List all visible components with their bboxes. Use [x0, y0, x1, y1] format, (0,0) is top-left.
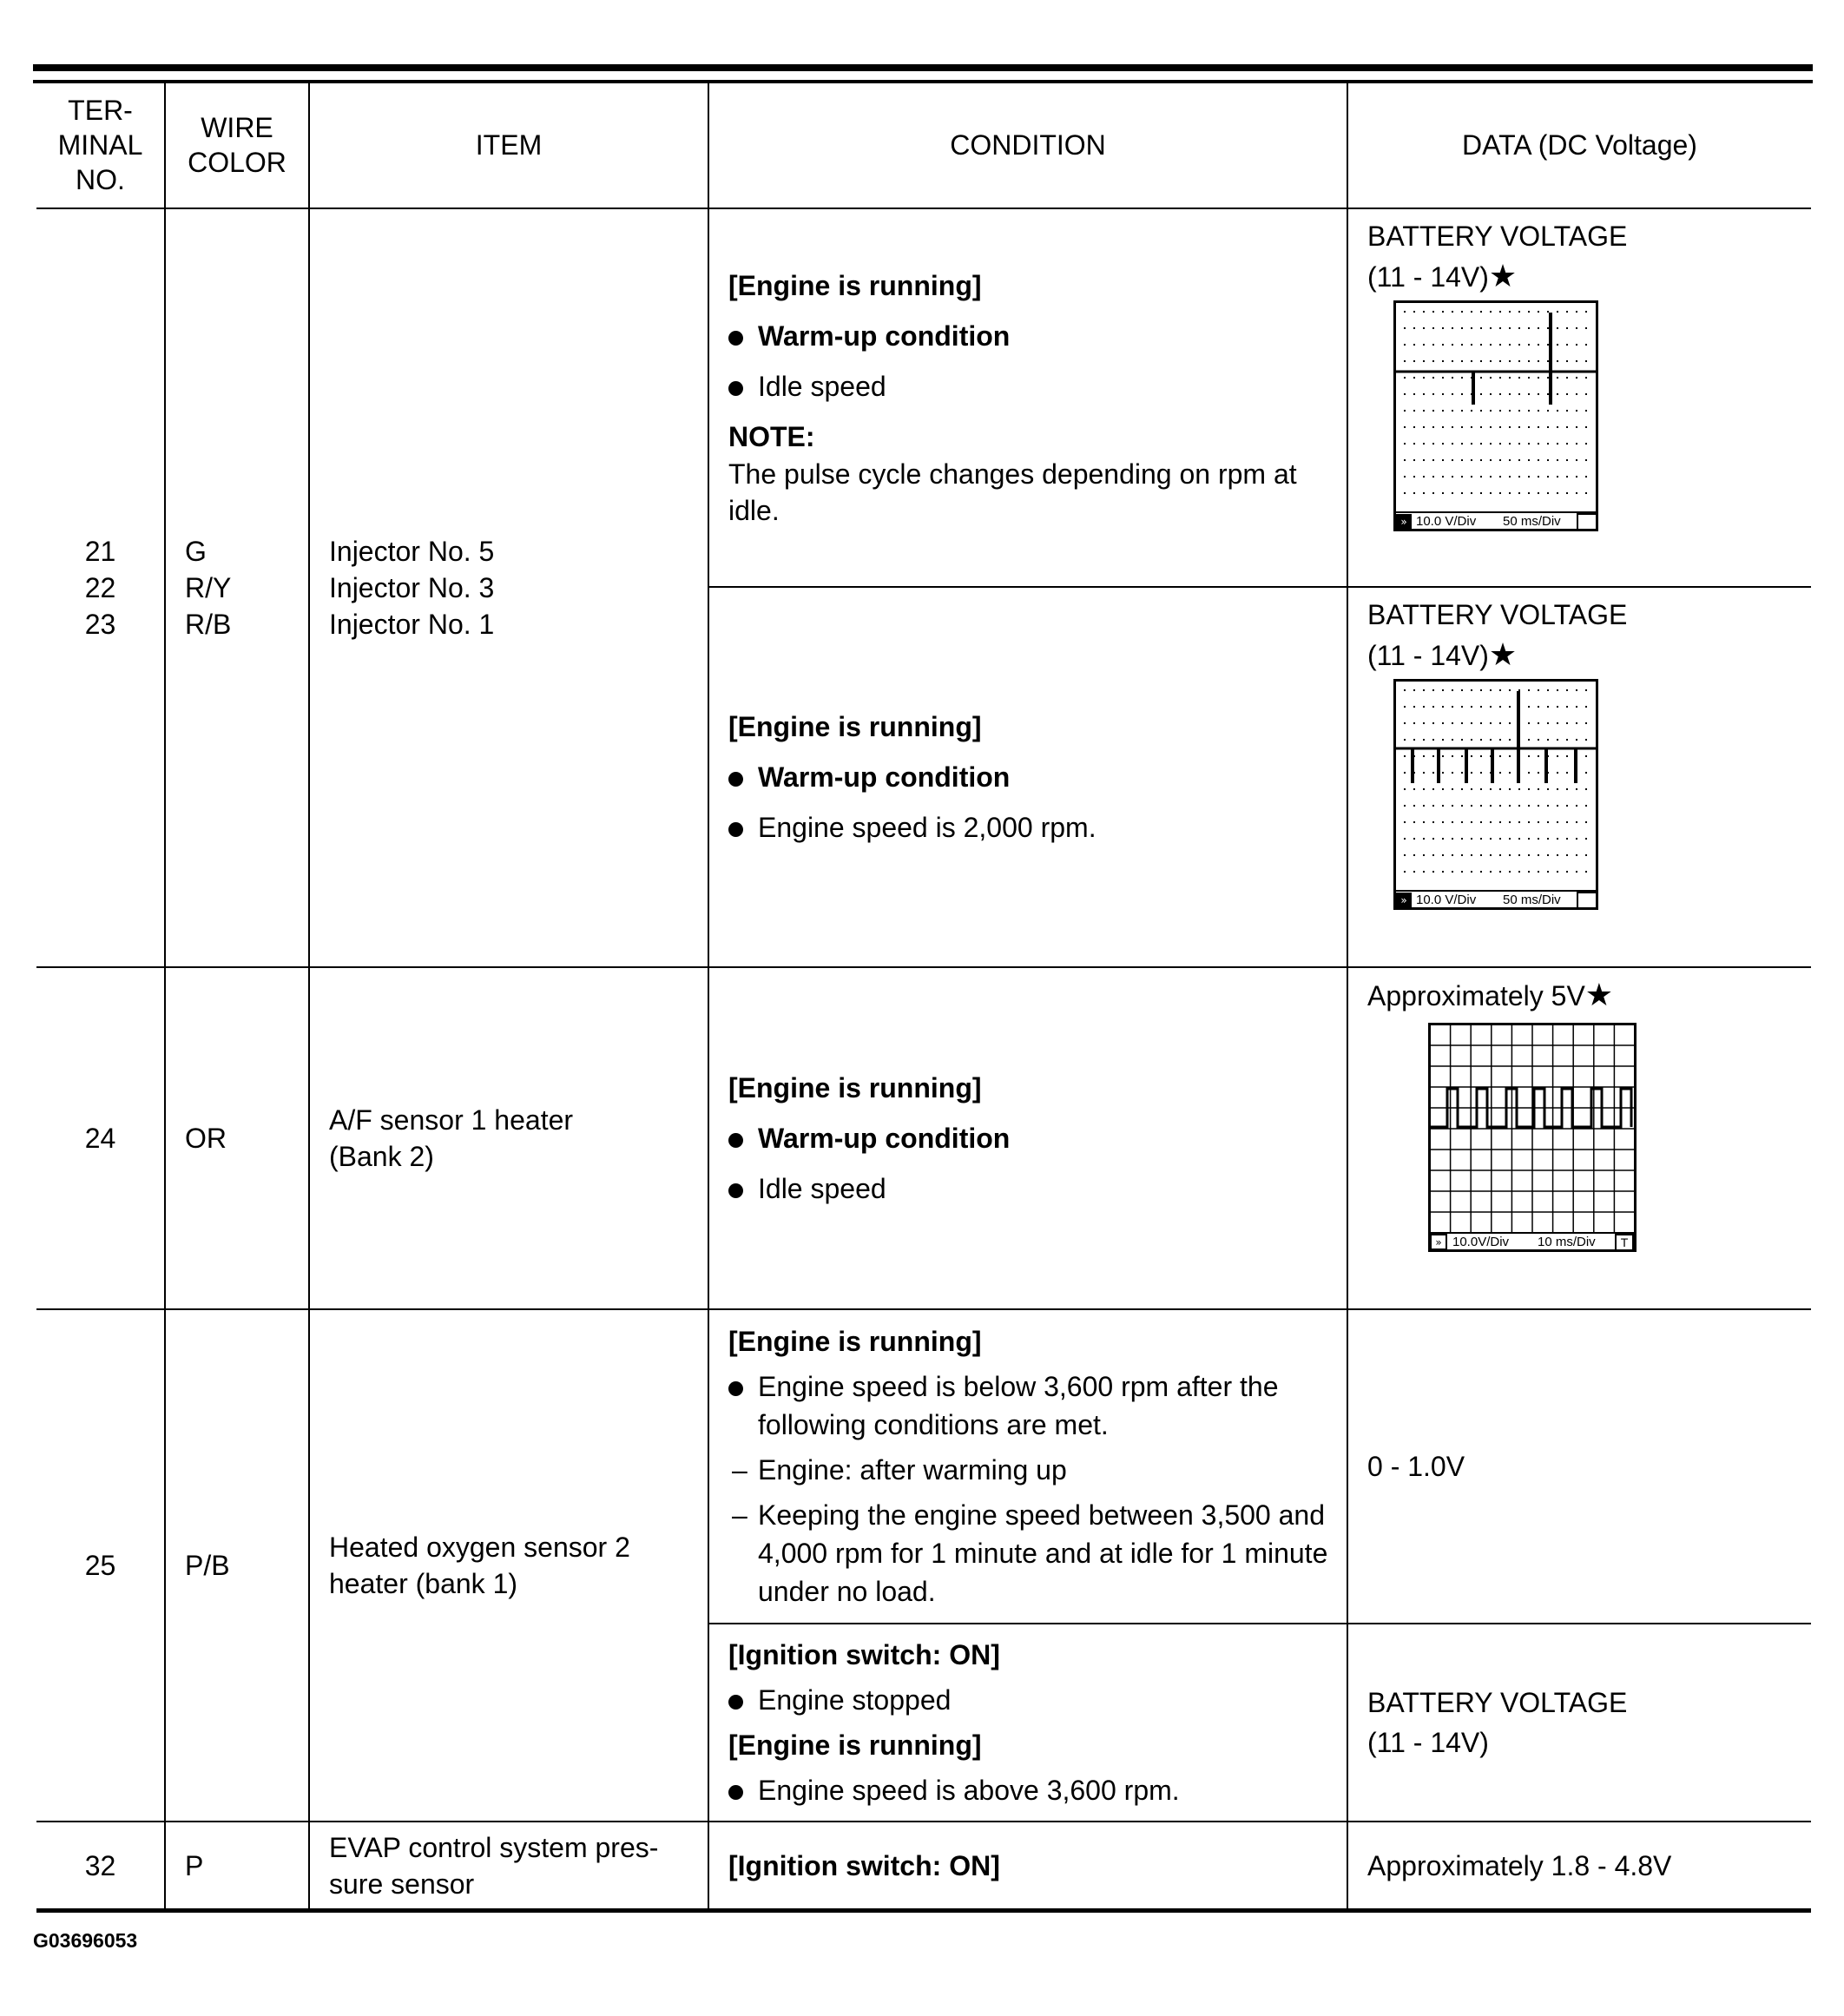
terminal-no-cell: 21 22 23 — [36, 208, 165, 967]
condition-cell — [708, 967, 1347, 1309]
data-range: (11 - 14V) — [1367, 1727, 1489, 1758]
bullet-icon — [728, 1381, 743, 1396]
data-cell — [1347, 1624, 1811, 1822]
condition-dash: – Engine: after warming up — [732, 1454, 1067, 1486]
data-range: (11 - 14V)★ — [1367, 258, 1518, 293]
condition-bullet: Engine speed is 2,000 rpm. — [728, 808, 1331, 847]
condition-cell — [708, 1309, 1347, 1624]
condition-heading: [Ignition switch: ON] — [728, 1639, 1000, 1670]
top-rule-thick — [33, 64, 1813, 71]
item-cell: Heated oxygen sensor 2 heater (bank 1) — [309, 1309, 708, 1822]
condition-heading: [Engine is running] — [728, 711, 982, 742]
condition-bullet: Engine speed is below 3,600 rpm after the following conditions are met. — [728, 1367, 1331, 1444]
condition-bullet: Warm-up condition — [728, 758, 1331, 796]
condition-bullet: Idle speed — [728, 367, 1331, 405]
data-value: 0 - 1.0V — [1367, 1451, 1465, 1482]
wire-color-cell: G R/Y R/B — [165, 208, 309, 967]
data-value: BATTERY VOLTAGE — [1367, 221, 1628, 252]
scope-trigger-label: T — [1620, 1235, 1629, 1249]
terminal-no-cell: 32 — [36, 1822, 165, 1910]
header-item: ITEM — [309, 82, 708, 208]
table-row — [36, 967, 1811, 1309]
condition-cell — [708, 208, 1347, 587]
header-row — [36, 82, 1811, 208]
data-value: Approximately 5V★ — [1367, 977, 1614, 1012]
scope-time-label: 50 ms/Div — [1503, 514, 1561, 529]
condition-cell — [708, 1822, 1347, 1910]
wire-color-cell: OR — [165, 967, 309, 1309]
bullet-icon — [728, 772, 743, 787]
data-value: Approximately 1.8 - 4.8V — [1367, 1850, 1672, 1881]
bullet-icon — [728, 1695, 743, 1710]
data-cell — [1347, 967, 1811, 1309]
bottom-rule — [36, 1908, 1811, 1913]
condition-heading: [Ignition switch: ON] — [728, 1850, 1000, 1881]
svg-text:»: » — [1400, 516, 1407, 528]
oscilloscope-waveform — [1393, 300, 1797, 533]
note-text: The pulse cycle changes depending on rpm at idle. — [728, 458, 1297, 526]
figure-id: G03696053 — [33, 1929, 138, 1952]
terminal-no-cell: 24 — [36, 967, 165, 1309]
svg-text:»: » — [1400, 894, 1407, 906]
table-row — [36, 1822, 1811, 1910]
data-range: (11 - 14V)★ — [1367, 636, 1518, 672]
data-cell — [1347, 1822, 1811, 1910]
scope-time-label: 50 ms/Div — [1503, 893, 1561, 907]
data-cell — [1347, 587, 1811, 967]
note-heading: NOTE: — [728, 421, 815, 452]
item-cell: Injector No. 5 Injector No. 3 Injector No. 1 — [309, 208, 708, 967]
star-icon: ★ — [1584, 977, 1614, 1012]
condition-bullet: Warm-up condition — [728, 1119, 1331, 1157]
item-cell: EVAP control system pres- sure sensor — [309, 1822, 708, 1910]
bullet-icon — [728, 331, 743, 346]
terminal-no-cell: 25 — [36, 1309, 165, 1822]
table-row — [36, 208, 1811, 587]
scope-time-label: 10 ms/Div — [1538, 1235, 1596, 1249]
data-cell — [1347, 208, 1811, 587]
oscilloscope-waveform — [1393, 679, 1797, 912]
condition-bullet: Idle speed — [728, 1169, 1331, 1208]
item-cell: A/F sensor 1 heater (Bank 2) — [309, 967, 708, 1309]
scope-volt-label: 10.0 V/Div — [1416, 893, 1477, 907]
wire-color-cell: P — [165, 1822, 309, 1910]
bullet-icon — [728, 1133, 743, 1148]
condition-bullet: Engine speed is above 3,600 rpm. — [728, 1771, 1331, 1809]
table-row — [36, 1309, 1811, 1624]
data-value: BATTERY VOLTAGE — [1367, 599, 1628, 630]
bullet-icon — [728, 1785, 743, 1800]
scope-volt-label: 10.0V/Div — [1452, 1235, 1510, 1249]
bullet-icon — [728, 381, 743, 396]
star-icon: ★ — [1488, 258, 1518, 293]
star-icon: ★ — [1488, 636, 1518, 672]
bullet-icon — [728, 822, 743, 837]
condition-heading: [Engine is running] — [728, 1072, 982, 1104]
condition-heading: [Engine is running] — [728, 270, 982, 301]
condition-bullet: Engine stopped — [728, 1681, 1331, 1719]
condition-dash: – Keeping the engine speed between 3,500 and 4,000 rpm for 1 minute and at idle for 1 minute under no load. — [732, 1499, 1328, 1607]
header-condition: CONDITION — [708, 82, 1347, 208]
svg-text:»: » — [1435, 1236, 1442, 1248]
condition-bullet: Warm-up condition — [728, 317, 1331, 355]
header-wire-color: WIRE COLOR — [165, 82, 309, 208]
condition-heading: [Engine is running] — [728, 1729, 982, 1761]
data-cell — [1347, 1309, 1811, 1624]
condition-cell — [708, 1624, 1347, 1822]
header-data: DATA (DC Voltage) — [1347, 82, 1811, 208]
oscilloscope-waveform — [1428, 1023, 1797, 1254]
condition-cell — [708, 587, 1347, 967]
header-terminal-no: TER- MINAL NO. — [36, 82, 165, 208]
scope-volt-label: 10.0 V/Div — [1416, 514, 1477, 529]
condition-heading: [Engine is running] — [728, 1326, 982, 1357]
wire-color-cell: P/B — [165, 1309, 309, 1822]
bullet-icon — [728, 1183, 743, 1198]
ecm-terminal-table — [36, 82, 1811, 1911]
data-value: BATTERY VOLTAGE — [1367, 1687, 1628, 1718]
